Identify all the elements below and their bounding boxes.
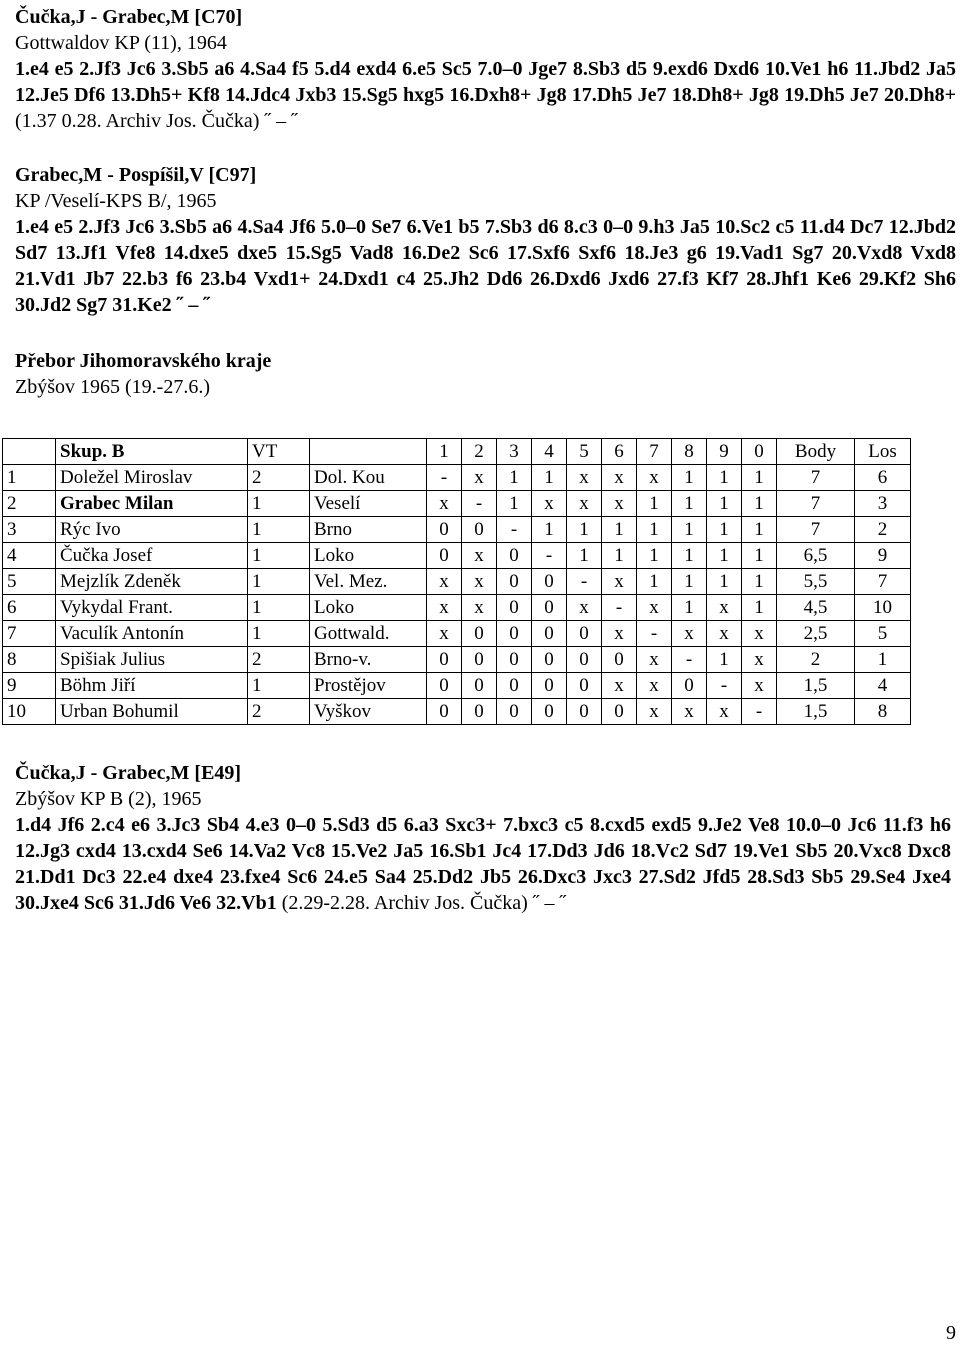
player-name-cell: Mejzlík Zdeněk [56, 569, 248, 595]
crosstable-row [3, 569, 911, 595]
crosstable-cell: 1 [497, 465, 532, 491]
crosstable-row [3, 595, 911, 621]
crosstable-cell: 0 [462, 673, 497, 699]
crosstable-header-cell: 4 [532, 439, 567, 465]
crosstable-cell: 1 [567, 543, 602, 569]
crosstable-cell: 0 [497, 699, 532, 725]
crosstable-header-row [3, 439, 911, 465]
crosstable-cell: - [637, 621, 672, 647]
crosstable-cell: - [427, 465, 462, 491]
crosstable-cell: 3 [855, 491, 911, 517]
game-1-moves-text: 1.e4 e5 2.Jf3 Jc6 3.Sb5 a6 4.Sa4 f5 5.d4 exd4 6.e5 Sc5 7.0–0 Jge7 8.Sb3 d5 9.exd6 Dxd6 10.Ve1 h6 11.Jbd2 Ja5 12.Je5 Df6 13.Dh5+ Kf8 14.Jdc4 Jxb3 15.Sg5 hxg5 16.Dxh8+ Jg8 17.Dh5 Je7 18.Dh8+ Jg8 19.Dh5 Je7 20.Dh8+ [15, 58, 956, 106]
crosstable-cell: 6 [3, 595, 56, 621]
crosstable-cell: x [707, 595, 742, 621]
crosstable-cell: 1 [672, 595, 707, 621]
player-name-cell: Rýc Ivo [56, 517, 248, 543]
crosstable-cell: 0 [567, 647, 602, 673]
crosstable-cell: 7 [777, 491, 855, 517]
crosstable [2, 438, 911, 725]
crosstable-cell: x [742, 673, 777, 699]
crosstable-header-cell: 2 [462, 439, 497, 465]
crosstable-cell: - [707, 673, 742, 699]
crosstable-cell: 1 [742, 543, 777, 569]
crosstable-cell: 7 [777, 517, 855, 543]
game-3-moves [15, 812, 951, 916]
crosstable-cell: 1 [248, 491, 310, 517]
crosstable-cell: 0 [427, 699, 462, 725]
game-2 [15, 162, 960, 318]
crosstable-cell: x [602, 569, 637, 595]
crosstable-cell: 1 [248, 621, 310, 647]
crosstable-cell: 0 [567, 673, 602, 699]
crosstable-cell: Prostějov [310, 673, 427, 699]
player-name-cell: Čučka Josef [56, 543, 248, 569]
crosstable-cell: 9 [3, 673, 56, 699]
crosstable-header-cell: Los [855, 439, 911, 465]
crosstable-cell: x [532, 491, 567, 517]
crosstable-cell: 8 [855, 699, 911, 725]
crosstable-cell: 1 [672, 491, 707, 517]
crosstable-cell: 0 [567, 699, 602, 725]
crosstable-cell: 0 [462, 647, 497, 673]
crosstable-cell: 0 [497, 569, 532, 595]
crosstable-cell: 1,5 [777, 699, 855, 725]
player-name-cell: Urban Bohumil [56, 699, 248, 725]
crosstable-cell: 1 [532, 517, 567, 543]
crosstable-cell: 1 [742, 491, 777, 517]
crosstable-cell: - [462, 491, 497, 517]
game-3-note: (2.29-2.28. Archiv Jos. Čučka) ˝ – ˝ [276, 892, 567, 914]
crosstable-cell: 4 [3, 543, 56, 569]
player-name-cell: Grabec Milan [56, 491, 248, 517]
page-number: 9 [946, 1322, 956, 1344]
crosstable-cell: - [742, 699, 777, 725]
crosstable-cell: 1 [672, 517, 707, 543]
crosstable-cell: 0 [497, 673, 532, 699]
crosstable-cell: 0 [427, 647, 462, 673]
crosstable-row [3, 491, 911, 517]
game-2-event: KP /Veselí-KPS B/, 1965 [15, 190, 217, 212]
game-2-title: Grabec,M - Pospíšil,V [C97] [15, 164, 257, 186]
crosstable-cell: 0 [602, 699, 637, 725]
crosstable-cell: 7 [777, 465, 855, 491]
crosstable-cell: Brno [310, 517, 427, 543]
crosstable-cell: 1 [567, 517, 602, 543]
crosstable-cell: 0 [427, 543, 462, 569]
crosstable-cell: 1 [637, 543, 672, 569]
crosstable-header-cell: 9 [707, 439, 742, 465]
crosstable-cell: 1 [707, 517, 742, 543]
crosstable-cell: x [672, 699, 707, 725]
crosstable-cell: x [427, 621, 462, 647]
crosstable-cell: 6 [855, 465, 911, 491]
crosstable-cell: 5,5 [777, 569, 855, 595]
crosstable-cell: x [602, 491, 637, 517]
crosstable-cell: 2 [248, 647, 310, 673]
crosstable-header-cell: 6 [602, 439, 637, 465]
crosstable-cell: 2 [855, 517, 911, 543]
crosstable-cell: x [462, 543, 497, 569]
crosstable-row [3, 699, 911, 725]
crosstable-cell: 1 [707, 647, 742, 673]
crosstable-cell: x [567, 465, 602, 491]
player-name-cell: Böhm Jiří [56, 673, 248, 699]
crosstable-cell: 0 [567, 621, 602, 647]
crosstable-cell: 1 [248, 569, 310, 595]
player-name-cell: Vaculík Antonín [56, 621, 248, 647]
crosstable-cell: 1 [672, 569, 707, 595]
crosstable-row [3, 673, 911, 699]
game-3-title: Čučka,J - Grabec,M [E49] [15, 762, 242, 784]
crosstable-cell: Loko [310, 543, 427, 569]
crosstable-cell: x [637, 595, 672, 621]
crosstable-cell: 7 [3, 621, 56, 647]
crosstable-cell: Dol. Kou [310, 465, 427, 491]
crosstable-cell: 1 [637, 491, 672, 517]
crosstable-cell: x [427, 569, 462, 595]
crosstable-cell: Veselí [310, 491, 427, 517]
crosstable-header-cell: Body [777, 439, 855, 465]
tournament-place: Zbýšov 1965 (19.-27.6.) [15, 376, 210, 398]
crosstable-cell: - [497, 517, 532, 543]
crosstable-cell: 1 [602, 543, 637, 569]
crosstable-cell: x [672, 621, 707, 647]
crosstable-cell: 1 [855, 647, 911, 673]
crosstable-row [3, 621, 911, 647]
crosstable-cell: 1 [742, 595, 777, 621]
crosstable-cell: x [462, 569, 497, 595]
tournament-name: Přebor Jihomoravského kraje [15, 350, 272, 372]
crosstable-cell: x [602, 673, 637, 699]
crosstable-cell: 1 [742, 569, 777, 595]
crosstable-cell: 6,5 [777, 543, 855, 569]
crosstable-cell: x [742, 647, 777, 673]
crosstable-cell: x [637, 699, 672, 725]
crosstable-cell: 2 [248, 699, 310, 725]
crosstable-cell: x [427, 595, 462, 621]
crosstable-cell: 1 [602, 517, 637, 543]
player-name-cell: Spišiak Julius [56, 647, 248, 673]
crosstable-cell: 1 [707, 465, 742, 491]
crosstable-header-cell: 7 [637, 439, 672, 465]
crosstable-cell: Gottwald. [310, 621, 427, 647]
crosstable-cell: 1 [637, 569, 672, 595]
crosstable-cell: 1 [248, 543, 310, 569]
crosstable-row [3, 543, 911, 569]
crosstable-cell: 0 [602, 647, 637, 673]
crosstable-cell: 1 [248, 517, 310, 543]
game-1-note: (1.37 0.28. Archiv Jos. Čučka) ˝ – ˝ [15, 110, 298, 132]
crosstable-cell: 7 [855, 569, 911, 595]
game-3-moves-text: 1.d4 Jf6 2.c4 e6 3.Jc3 Sb4 4.e3 0–0 5.Sd3 d5 6.a3 Sxc3+ 7.bxc3 c5 8.cxd5 exd5 9.Je2 Ve8 10.0–0 Jc6 11.f3 h6 12.Jg3 cxd4 13.cxd4 Se6 14.Va2 Vc8 15.Ve2 Ja5 16.Sb1 Jc4 17.Dd3 Jd6 18.Vc2 Sd7 19.Ve1 Sb5 20.Vxc8 Dxc8 21.Dd1 Dc3 22.e4 dxe4 23.fxe4 Sc6 24.e5 Sa4 25.Dd2 Jb5 26.Dxc3 Jxc3 27.Sd2 Jfd5 28.Sd3 Sb5 29.Se4 Jxe4 30.Jxe4 Sc6 31.Jd6 Ve6 32.Vb1 [15, 814, 951, 914]
crosstable-cell: 1 [707, 569, 742, 595]
crosstable-cell: x [462, 595, 497, 621]
crosstable-cell: 0 [427, 517, 462, 543]
crosstable-cell: 10 [855, 595, 911, 621]
crosstable-cell: 0 [532, 699, 567, 725]
crosstable-cell: 4 [855, 673, 911, 699]
crosstable-cell: 0 [672, 673, 707, 699]
crosstable-header-cell: Skup. B [56, 439, 248, 465]
crosstable-cell: 9 [855, 543, 911, 569]
crosstable-cell: x [567, 491, 602, 517]
crosstable-cell: 1 [742, 465, 777, 491]
crosstable-cell: 0 [532, 621, 567, 647]
crosstable-header-cell [310, 439, 427, 465]
crosstable-cell: 0 [462, 621, 497, 647]
crosstable-cell: x [637, 673, 672, 699]
crosstable-cell: 0 [532, 569, 567, 595]
crosstable-cell: x [567, 595, 602, 621]
crosstable-cell: 1,5 [777, 673, 855, 699]
crosstable-header-cell: VT [248, 439, 310, 465]
crosstable-cell: 2 [248, 465, 310, 491]
crosstable-cell: 1 [532, 465, 567, 491]
crosstable-cell: x [602, 465, 637, 491]
crosstable-cell: Vyškov [310, 699, 427, 725]
crosstable-header-cell: 3 [497, 439, 532, 465]
crosstable-row [3, 517, 911, 543]
crosstable-cell: 0 [497, 647, 532, 673]
crosstable-cell: 0 [497, 595, 532, 621]
crosstable-cell: - [672, 647, 707, 673]
crosstable-cell: 5 [3, 569, 56, 595]
crosstable-cell: 5 [855, 621, 911, 647]
crosstable-header-cell: 0 [742, 439, 777, 465]
crosstable-cell: x [742, 621, 777, 647]
crosstable-cell: - [567, 569, 602, 595]
crosstable-cell: Loko [310, 595, 427, 621]
crosstable-header-cell: 1 [427, 439, 462, 465]
crosstable-cell: 1 [497, 491, 532, 517]
crosstable-cell: 1 [637, 517, 672, 543]
crosstable-cell: 2 [3, 491, 56, 517]
crosstable-cell: 0 [497, 543, 532, 569]
crosstable-cell: 2 [777, 647, 855, 673]
tournament-header [15, 348, 960, 400]
game-3 [15, 760, 955, 916]
game-1-event: Gottwaldov KP (11), 1964 [15, 32, 227, 54]
crosstable-cell: 1 [3, 465, 56, 491]
crosstable-cell: - [602, 595, 637, 621]
crosstable-cell: x [427, 491, 462, 517]
player-name-cell: Doležel Miroslav [56, 465, 248, 491]
game-1 [15, 4, 960, 134]
crosstable-row [3, 647, 911, 673]
crosstable-cell: 0 [532, 595, 567, 621]
crosstable-row [3, 465, 911, 491]
crosstable-cell: 0 [532, 673, 567, 699]
crosstable-cell: 10 [3, 699, 56, 725]
crosstable-cell: 2,5 [777, 621, 855, 647]
crosstable-cell: Vel. Mez. [310, 569, 427, 595]
game-1-title: Čučka,J - Grabec,M [C70] [15, 6, 243, 28]
crosstable-cell: 0 [497, 621, 532, 647]
game-2-moves: 1.e4 e5 2.Jf3 Jc6 3.Sb5 a6 4.Sa4 Jf6 5.0–0 Se7 6.Ve1 b5 7.Sb3 d6 8.c3 0–0 9.h3 Ja5 10.Sc2 c5 11.d4 Dc7 12.Jbd2 Sd7 13.Jf1 Vfe8 14.dxe5 dxe5 15.Sg5 Vad8 16.De2 Sc6 17.Sxf6 Sxf6 18.Je3 g6 19.Vad1 Sg7 20.Vxd8 Vxd8 21.Vd1 Jb7 22.b3 f6 23.b4 Vxd1+ 24.Dxd1 c4 25.Jh2 Dd6 26.Dxd6 Jxd6 27.f3 Kf7 28.Jhf1 Ke6 29.Kf2 Sh6 30.Jd2 Sg7 31.Ke2 ˝ – ˝ [15, 216, 956, 316]
crosstable-cell: 1 [672, 543, 707, 569]
crosstable-cell: 0 [427, 673, 462, 699]
player-name-cell: Vykydal Frant. [56, 595, 248, 621]
game-1-moves [15, 56, 956, 134]
crosstable-cell: 0 [532, 647, 567, 673]
crosstable-header-cell [3, 439, 56, 465]
crosstable-cell: 1 [742, 517, 777, 543]
crosstable-cell: x [462, 465, 497, 491]
crosstable-cell: x [707, 699, 742, 725]
crosstable-cell: - [532, 543, 567, 569]
crosstable-cell: 1 [248, 673, 310, 699]
crosstable-cell: 1 [707, 543, 742, 569]
crosstable-cell: 8 [3, 647, 56, 673]
crosstable-cell: Brno-v. [310, 647, 427, 673]
crosstable-cell: 3 [3, 517, 56, 543]
crosstable-cell: 0 [462, 517, 497, 543]
crosstable-cell: x [637, 647, 672, 673]
crosstable-cell: 1 [248, 595, 310, 621]
crosstable-cell: 1 [672, 465, 707, 491]
crosstable-cell: 1 [707, 491, 742, 517]
crosstable-header-cell: 5 [567, 439, 602, 465]
crosstable-cell: 4,5 [777, 595, 855, 621]
game-3-event: Zbýšov KP B (2), 1965 [15, 788, 202, 810]
crosstable-cell: x [707, 621, 742, 647]
crosstable-header-cell: 8 [672, 439, 707, 465]
crosstable-cell: x [637, 465, 672, 491]
crosstable-cell: 0 [462, 699, 497, 725]
crosstable-cell: x [602, 621, 637, 647]
